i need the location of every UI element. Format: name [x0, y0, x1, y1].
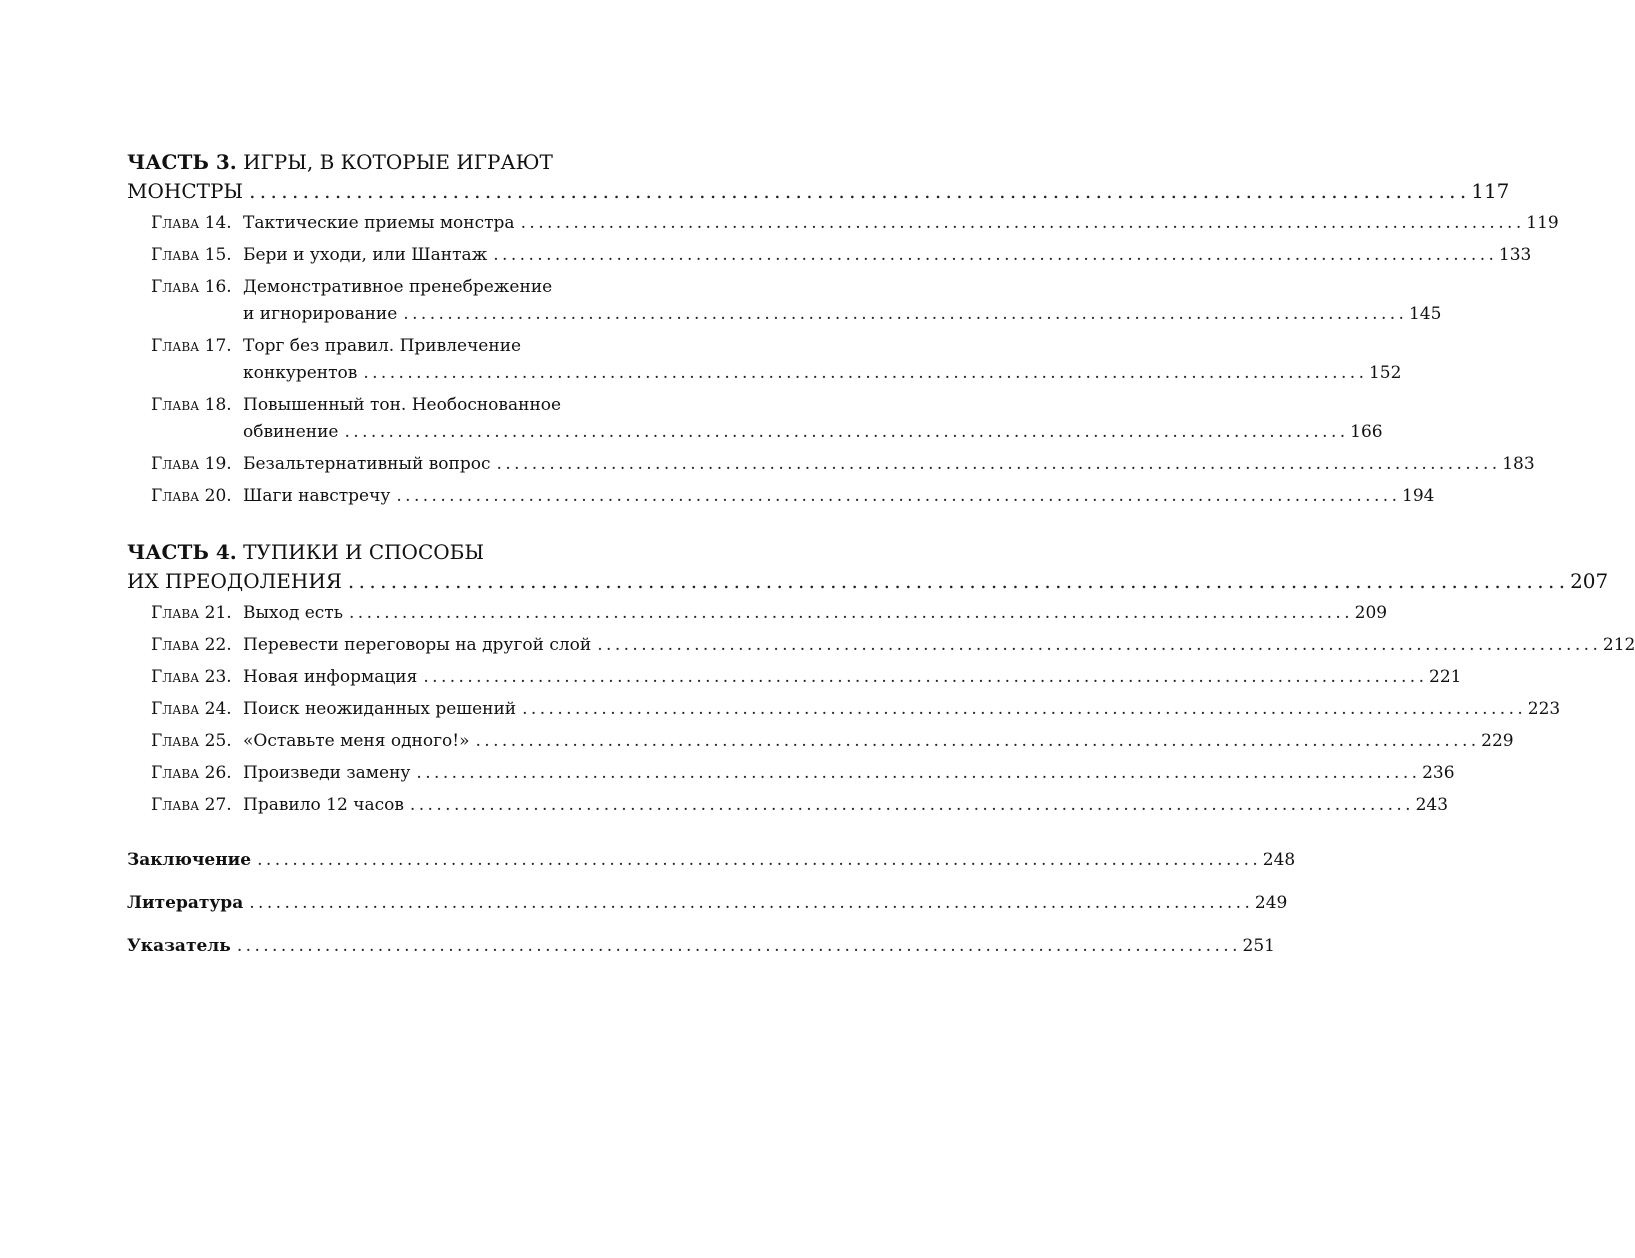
chapter-label — [151, 451, 243, 478]
chapter-number: 24. — [204, 699, 232, 719]
chapter-title-line — [243, 451, 1535, 478]
chapter-word: Глава — [151, 213, 200, 233]
page-number: 236 — [1422, 763, 1455, 783]
chapter-title: Безальтернативный вопрос — [243, 454, 491, 474]
chapter-title-line — [243, 760, 1455, 787]
chapter-title-line — [243, 632, 1635, 659]
chapter-title-cont: обвинение — [243, 422, 339, 442]
chapter-title-line — [243, 360, 1401, 387]
chapter-list — [151, 210, 1559, 510]
chapter-entry — [151, 242, 1532, 269]
chapter-title: Перевести переговоры на другой слой — [243, 635, 592, 655]
chapter-label — [151, 242, 243, 269]
chapter-entry — [151, 664, 1462, 691]
chapter-list — [151, 600, 1635, 819]
end-matter-entry — [127, 847, 1296, 874]
chapter-body — [243, 792, 1448, 819]
chapter-word: Глава — [151, 486, 200, 506]
page-number: 223 — [1527, 699, 1561, 719]
chapter-title: Шаги навстречу — [243, 486, 391, 506]
end-matter-entry — [127, 890, 1288, 917]
chapter-title-line — [243, 728, 1514, 755]
chapter-title: Поиск неожиданных решений — [243, 699, 517, 719]
chapter-title-line — [243, 696, 1560, 723]
leader-dots — [349, 600, 1349, 627]
page-number: 251 — [1242, 936, 1275, 956]
leader-dots — [363, 360, 1363, 387]
part-heading — [127, 538, 1609, 596]
chapter-title-line — [243, 600, 1387, 627]
chapter-entry — [151, 392, 1383, 446]
page-number: 229 — [1481, 731, 1514, 751]
end-matter-title: Литература — [127, 893, 244, 913]
chapter-body — [243, 632, 1635, 659]
page-number: 119 — [1526, 213, 1559, 233]
end-matter-title: Заключение — [127, 850, 252, 870]
chapter-title-line — [243, 301, 1441, 328]
page-number: 152 — [1368, 363, 1402, 383]
chapter-word: Глава — [151, 454, 200, 474]
chapter-title: Новая информация — [243, 667, 418, 687]
chapter-number: 25. — [204, 731, 232, 751]
chapter-title: Тактические приемы монстра — [243, 213, 515, 233]
chapter-label — [151, 632, 243, 659]
leader-dots — [416, 760, 1416, 787]
chapter-word: Глава — [151, 795, 200, 815]
part-title: ТУПИКИ И СПОСОБЫ — [243, 540, 485, 564]
end-matter-entry — [127, 933, 1275, 960]
chapter-entry — [151, 451, 1535, 478]
chapter-body — [243, 696, 1560, 723]
page-number: 183 — [1502, 454, 1535, 474]
chapter-number: 23. — [204, 667, 232, 687]
leader-dots — [403, 301, 1403, 328]
chapter-entry — [151, 600, 1388, 627]
leader-dots — [249, 177, 1465, 206]
page-number: 207 — [1570, 569, 1609, 593]
chapter-word: Глава — [151, 245, 200, 265]
page-number: 145 — [1408, 304, 1442, 324]
leader-dots — [493, 242, 1493, 269]
chapter-title: Произведи замену — [243, 763, 411, 783]
page-number: 249 — [1254, 893, 1288, 913]
chapter-label — [151, 760, 243, 787]
table-of-contents — [127, 148, 1635, 976]
chapter-label — [151, 333, 243, 387]
chapter-label — [151, 792, 243, 819]
chapter-number: 20. — [204, 486, 232, 506]
chapter-body — [243, 600, 1387, 627]
chapter-title: «Оставьте меня одного!» — [243, 731, 470, 751]
chapter-body — [243, 483, 1434, 510]
chapter-body — [243, 664, 1461, 691]
chapter-label — [151, 392, 243, 446]
part-heading — [127, 148, 1510, 206]
chapter-title-line — [243, 792, 1448, 819]
chapter-number: 27. — [204, 795, 232, 815]
chapter-entry — [151, 792, 1449, 819]
chapter-entry — [151, 274, 1442, 328]
chapter-title: Демонстративное пренебрежение — [243, 277, 553, 297]
chapter-label — [151, 483, 243, 510]
chapter-number: 16. — [204, 277, 232, 297]
chapter-title: Повышенный тон. Необоснованное — [243, 395, 562, 415]
part-title-line — [127, 538, 729, 567]
chapter-number: 18. — [204, 395, 232, 415]
leader-dots — [522, 696, 1522, 723]
chapter-title: Выход есть — [243, 603, 343, 623]
chapter-title-line — [243, 664, 1461, 691]
end-matter — [127, 847, 1296, 960]
chapter-body — [243, 333, 1401, 387]
leader-dots — [597, 632, 1597, 659]
chapter-word: Глава — [151, 667, 200, 687]
part-title-line — [127, 148, 729, 177]
leader-dots — [344, 419, 1344, 446]
part-title: ИГРЫ, В КОТОРЫЕ ИГРАЮТ — [243, 150, 553, 174]
chapter-word: Глава — [151, 277, 200, 297]
chapter-label — [151, 728, 243, 755]
chapter-word: Глава — [151, 763, 200, 783]
chapter-word: Глава — [151, 699, 200, 719]
chapter-title-cont: и игнорирование — [243, 304, 398, 324]
toc-part — [127, 148, 1559, 510]
leader-dots — [396, 483, 1396, 510]
chapter-title: Правило 12 часов — [243, 795, 404, 815]
chapter-entry — [151, 760, 1455, 787]
toc-part — [127, 538, 1635, 819]
chapter-title-cont: конкурентов — [243, 363, 358, 383]
leader-dots — [348, 567, 1564, 596]
chapter-title: Бери и уходи, или Шантаж — [243, 245, 488, 265]
part-title-line — [127, 177, 1510, 206]
chapter-number: 14. — [204, 213, 232, 233]
part-title-line — [127, 567, 1609, 596]
leader-dots — [475, 728, 1475, 755]
chapter-number: 26. — [204, 763, 232, 783]
leader-dots — [249, 890, 1249, 917]
page-number: 212 — [1602, 635, 1635, 655]
chapter-body — [243, 392, 1383, 446]
chapter-entry — [151, 728, 1514, 755]
chapter-label — [151, 696, 243, 723]
leader-dots — [257, 847, 1257, 874]
chapter-label — [151, 210, 243, 237]
end-matter-title: Указатель — [127, 936, 231, 956]
page-number: 248 — [1262, 850, 1296, 870]
chapter-body — [243, 274, 1441, 328]
leader-dots — [410, 792, 1410, 819]
chapter-body — [243, 728, 1514, 755]
chapter-word: Глава — [151, 603, 200, 623]
chapter-body — [243, 451, 1535, 478]
chapter-body — [243, 760, 1455, 787]
leader-dots — [521, 210, 1521, 237]
chapter-title-line — [243, 242, 1531, 269]
chapter-label — [151, 664, 243, 691]
part-title-cont: ИХ ПРЕОДОЛЕНИЯ — [127, 569, 342, 593]
chapter-number: 21. — [204, 603, 232, 623]
leader-dots — [423, 664, 1423, 691]
chapter-title-line — [243, 483, 1434, 510]
leader-dots — [497, 451, 1497, 478]
page-number: 117 — [1471, 179, 1510, 203]
chapter-entry — [151, 632, 1635, 659]
part-label: ЧАСТЬ 3. — [127, 150, 237, 174]
chapter-entry — [151, 696, 1561, 723]
chapter-title: Торг без правил. Привлечение — [243, 336, 522, 356]
part-title-cont: МОНСТРЫ — [127, 179, 244, 203]
chapter-number: 19. — [204, 454, 232, 474]
page-number: 209 — [1354, 603, 1388, 623]
chapter-title-line — [243, 210, 1559, 237]
chapter-entry — [151, 333, 1402, 387]
part-label: ЧАСТЬ 4. — [127, 540, 237, 564]
page-number: 194 — [1402, 486, 1435, 506]
chapter-number: 22. — [204, 635, 232, 655]
chapter-entry — [151, 483, 1435, 510]
leader-dots — [237, 933, 1237, 960]
chapter-label — [151, 274, 243, 328]
chapter-label — [151, 600, 243, 627]
page-number: 166 — [1350, 422, 1383, 442]
chapter-body — [243, 242, 1531, 269]
chapter-body — [243, 210, 1559, 237]
page-number: 243 — [1415, 795, 1449, 815]
chapter-number: 15. — [204, 245, 232, 265]
page-number: 221 — [1429, 667, 1462, 687]
chapter-title-line — [243, 419, 1383, 446]
chapter-word: Глава — [151, 635, 200, 655]
chapter-word: Глава — [151, 336, 200, 356]
chapter-word: Глава — [151, 731, 200, 751]
chapter-word: Глава — [151, 395, 200, 415]
chapter-number: 17. — [204, 336, 232, 356]
chapter-entry — [151, 210, 1559, 237]
page-number: 133 — [1498, 245, 1532, 265]
